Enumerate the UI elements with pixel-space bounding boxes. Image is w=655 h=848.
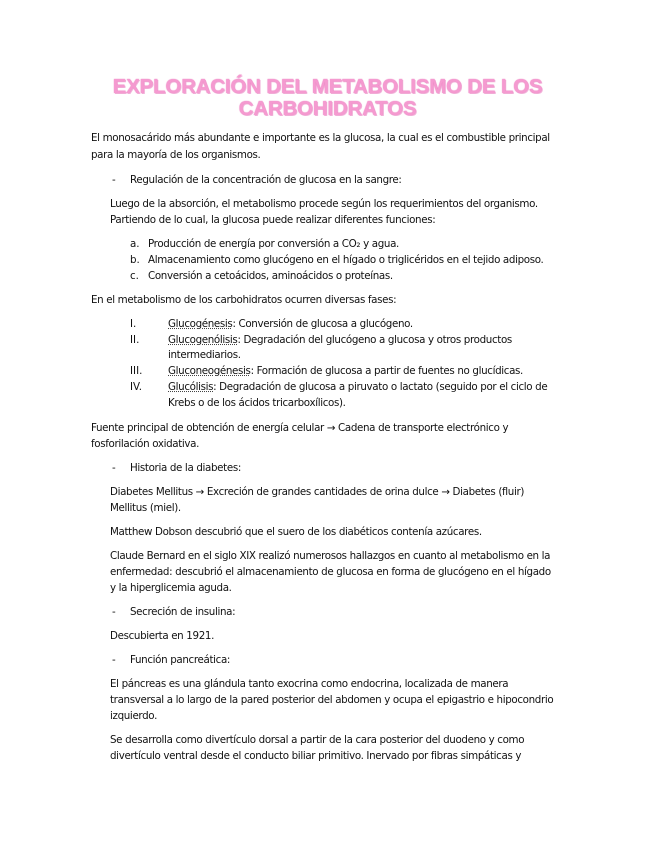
intro-line-2: para la mayoría de los organismos. [91,149,261,161]
list-item: Conversión a cetoácidos, aminoácidos o proteínas. [148,270,393,282]
term-description: : Formación de glucosa a partir de fuentes no glucídicas. [250,365,523,377]
paragraph-line: Partiendo de lo cual, la glucosa puede realizar diferentes funciones: [110,214,436,226]
title-line-1: EXPLORACIÓN DEL METABOLISMO DE LOS [112,75,543,98]
paragraph-line: Se desarrolla como divertículo dorsal a partir de la cara posterior del duodeno y como [110,734,525,746]
list-item [168,363,523,380]
list-marker: a. [130,238,140,250]
energy-line-1: Fuente principal de obtención de energía celular → Cadena de transporte electrónico y [91,422,509,434]
bullet-dash: - [112,462,116,474]
list-marker: IV. [130,381,143,393]
bullet-dash: - [112,174,116,186]
intro-line-1: El monosacárido más abundante e importante es la glucosa, la cual es el combustible principal [91,132,550,144]
list-marker: II. [130,334,140,346]
term-description: : Degradación del glucógeno a glucosa y otros productos [237,334,512,346]
paragraph-line: transversal a lo largo de la pared posterior del abdomen y ocupa el epigastrio e hipocondrio [110,694,554,706]
paragraph-line: Descubierta en 1921. [110,630,215,642]
list-marker: I. [130,318,137,330]
paragraph-line: enfermedad: descubrió el almacenamiento de glucosa en forma de glucógeno en el hígado [110,566,551,578]
section-heading-insulin: Secreción de insulina: [130,606,236,618]
paragraph-line: divertículo ventral desde el conducto biliar primitivo. Inervado por fibras simpáticas y [110,750,522,762]
paragraph-line: Diabetes Mellitus → Excreción de grandes cantidades de orina dulce → Diabetes (fluir) [110,486,525,498]
list-item: Producción de energía por conversión a CO₂ y agua. [148,238,399,250]
term-gluconeogenesis: Gluconeogénesis [168,365,251,377]
term-glucogenesis: Glucogénesis [168,318,233,330]
bullet-dash: - [112,606,116,618]
paragraph-line: y la hiperglicemia aguda. [110,582,232,594]
list-marker: c. [130,270,139,282]
document-title [0,76,655,120]
paragraph-line: izquierdo. [110,710,158,722]
paragraph-line: Claude Bernard en el siglo XIX realizó numerosos hallazgos en cuanto al metabolismo en la [110,550,551,562]
list-item [168,316,413,333]
term-description-continued: Krebs o de los ácidos tricarboxílicos). [168,397,346,409]
list-marker: b. [130,254,140,266]
title-line-2: CARBOHIDRATOS [238,97,417,120]
energy-line-2: fosforilación oxidativa. [91,438,200,450]
term-glucogenolisis: Glucogenólisis [168,334,238,346]
bullet-dash: - [112,654,116,666]
paragraph-line: El páncreas es una glándula tanto exocrina como endocrina, localizada de manera [110,678,509,690]
phases-intro: En el metabolismo de los carbohidratos ocurren diversas fases: [91,294,397,306]
term-glucolisis: Glucólisis [168,381,214,393]
term-description: : Degradación de glucosa a piruvato o lactato (seguido por el ciclo de [213,381,548,393]
paragraph-line: Matthew Dobson descubrió que el suero de los diabéticos contenía azúcares. [110,526,482,538]
paragraph-line: Luego de la absorción, el metabolismo procede según los requerimientos del organismo. [110,198,538,210]
section-heading-pancreatic-function: Función pancreática: [130,654,231,666]
list-marker: III. [130,365,143,377]
list-item [168,379,547,396]
term-description: : Conversión de glucosa a glucógeno. [232,318,413,330]
term-description-continued: intermediarios. [168,349,241,361]
section-heading-glucose-regulation: Regulación de la concentración de glucosa en la sangre: [130,174,402,186]
paragraph-line: Mellitus (miel). [110,502,181,514]
section-heading-diabetes-history: Historia de la diabetes: [130,462,241,474]
list-item: Almacenamiento como glucógeno en el hígado o triglicéridos en el tejido adiposo. [148,254,544,266]
